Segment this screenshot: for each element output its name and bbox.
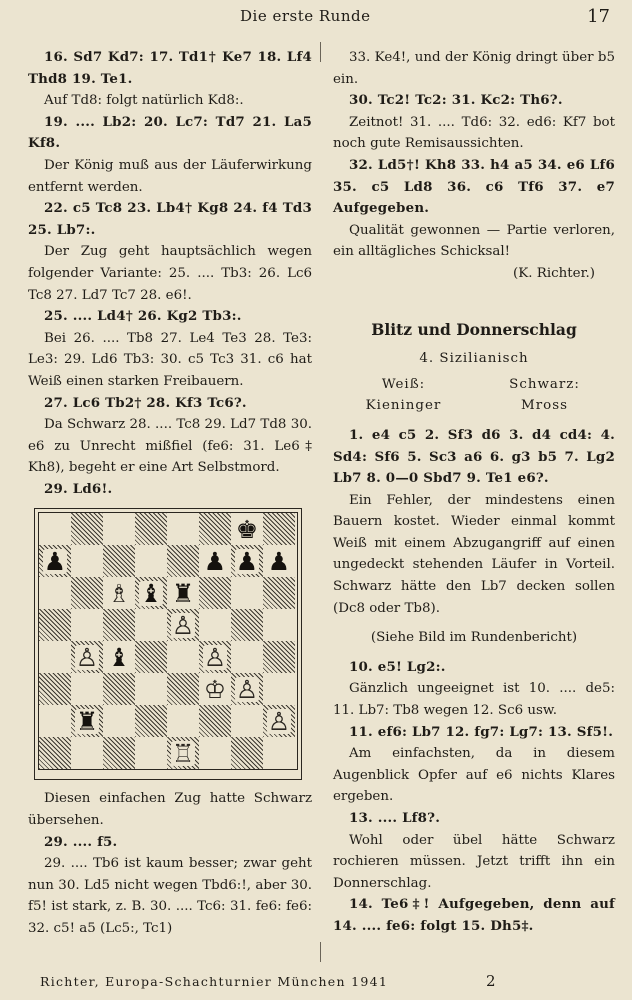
commentary-text: Qualität gewonnen — Partie verloren, ein alltägliches Schicksal! xyxy=(333,222,615,260)
square-h6 xyxy=(263,577,295,609)
opening-name: 4. Sizilianisch xyxy=(419,351,529,367)
square-d6 xyxy=(135,577,167,609)
square-b2 xyxy=(71,705,103,737)
commentary-text: Diesen einfachen Zug hatte Schwarz übersehen. xyxy=(28,791,312,829)
white-label: Weiß: xyxy=(381,376,426,392)
move-text: 16. Sd7 Kd7: 17. Td1† Ke7 18. Lf4 Thd8 19. Te1. xyxy=(28,49,312,87)
square-b3 xyxy=(71,673,103,705)
square-b6 xyxy=(71,577,103,609)
black-pawn-icon: ♟ xyxy=(203,546,227,576)
square-g1 xyxy=(231,737,263,769)
square-a1 xyxy=(39,737,71,769)
square-a4 xyxy=(39,641,71,673)
commentary-text: Der König muß aus der Läuferwirkung entfernt werden. xyxy=(28,157,312,195)
square-f3 xyxy=(199,673,231,705)
square-g4 xyxy=(231,641,263,673)
commentary-text: Der Zug geht hauptsächlich wegen folgender Variante: 25. .... Tb3: 26. Lc6 Tc8 27. Ld7 Tc7 28. e6!. xyxy=(28,244,312,303)
black-pawn-icon: ♟ xyxy=(43,546,67,576)
square-d7 xyxy=(135,545,167,577)
move-text: 19. .... Lb2: 20. Lc7: Td7 21. La5 Kf8. xyxy=(28,113,312,152)
square-f2 xyxy=(199,705,231,737)
footer-signature-mark: 2 xyxy=(486,972,497,990)
square-a6 xyxy=(39,577,71,609)
column-divider-bottom xyxy=(320,942,321,962)
white-king-icon: ♔ xyxy=(203,674,227,704)
black-player: Mross xyxy=(521,398,568,414)
move-text: 14. Te6‡! Aufgegeben, denn auf 14. .... fe6: folgt 15. Dh5‡. xyxy=(333,896,615,934)
square-e3 xyxy=(167,673,199,705)
square-g5 xyxy=(231,609,263,641)
square-g3 xyxy=(231,673,263,705)
move-text: 1. e4 c5 2. Sf3 d6 3. d4 cd4: 4. Sd4: Sf6 5. Sc3 a6 6. g3 b5 7. Lg2 Lb7 8. 0—0 Sbd7 9. Te1 e6?. xyxy=(333,426,615,487)
left-column-top-text xyxy=(28,47,312,500)
square-d1 xyxy=(135,737,167,769)
right-column-bottom-text xyxy=(333,657,615,938)
white-pawn-icon: ♙ xyxy=(75,642,99,672)
square-e1 xyxy=(167,737,199,769)
black-rook-icon: ♜ xyxy=(171,578,195,608)
black-king-icon: ♚ xyxy=(235,514,259,544)
move-text: 32. Ld5†! Kh8 33. h4 a5 34. e6 Lf6 35. c5 Ld8 36. c6 Tf6 37. e7 Aufgegeben. xyxy=(333,156,615,217)
square-h5 xyxy=(263,609,295,641)
square-g6 xyxy=(231,577,263,609)
right-column-top-text xyxy=(333,47,615,263)
column-divider-top xyxy=(320,42,321,62)
move-text: 11. ef6: Lb7 12. fg7: Lg7: 13. Sf5!. xyxy=(349,723,614,740)
square-d3 xyxy=(135,673,167,705)
square-a5 xyxy=(39,609,71,641)
white-player: Kieninger xyxy=(365,398,442,414)
see-picture-note: (Siehe Bild im Rundenbericht) xyxy=(370,630,578,646)
chess-board xyxy=(38,512,298,770)
square-c4 xyxy=(103,641,135,673)
white-pawn-icon: ♙ xyxy=(171,610,195,640)
commentary-text: Auf Td8: folgt natürlich Kd8:. xyxy=(44,93,244,109)
move-text: 29. Ld6!. xyxy=(44,480,113,497)
white-pawn-icon: ♙ xyxy=(203,642,227,672)
square-f4 xyxy=(199,641,231,673)
square-g2 xyxy=(231,705,263,737)
square-d4 xyxy=(135,641,167,673)
left-column-bottom-text xyxy=(28,788,312,939)
square-c1 xyxy=(103,737,135,769)
footer-source: Richter, Europa-Schachturnier München 1941 xyxy=(40,974,389,989)
square-h1 xyxy=(263,737,295,769)
square-e2 xyxy=(167,705,199,737)
white-pawn-icon: ♙ xyxy=(267,706,291,736)
move-text: 22. c5 Tc8 23. Lb4† Kg8 24. f4 Td3 25. Lb7:. xyxy=(28,200,312,238)
commentary-text: Wohl oder übel hätte Schwarz rochieren müssen. Jetzt trifft ihn ein Donnerschlag. xyxy=(333,832,615,891)
commentary-text: Bei 26. .... Tb8 27. Le4 Te3 28. Te3: Le3: 29. Ld6 Tb3: 30. c5 Tc3 31. c6 hat Weiß einen starken Freibauern. xyxy=(28,330,312,389)
square-d8 xyxy=(135,513,167,545)
square-e4 xyxy=(167,641,199,673)
move-text: 25. .... Ld4† 26. Kg2 Tb3:. xyxy=(44,308,242,325)
page-header xyxy=(0,0,632,40)
square-b4 xyxy=(71,641,103,673)
square-b5 xyxy=(71,609,103,641)
square-h4 xyxy=(263,641,295,673)
square-e8 xyxy=(167,513,199,545)
page-number: 17 xyxy=(587,6,610,27)
square-b7 xyxy=(71,545,103,577)
left-column xyxy=(28,47,312,940)
move-text: 29. .... f5. xyxy=(44,833,118,850)
square-f5 xyxy=(199,609,231,641)
square-h7 xyxy=(263,545,295,577)
move-text: 30. Tc2! Tc2: 31. Kc2: Th6?. xyxy=(349,92,563,109)
player-names xyxy=(333,395,615,417)
move-text: 10. e5! Lg2:. xyxy=(349,658,446,675)
player-labels xyxy=(333,374,615,396)
game-title: Blitz und Donnerschlag xyxy=(371,319,577,339)
page-footer xyxy=(0,970,632,996)
square-c8 xyxy=(103,513,135,545)
square-e6 xyxy=(167,577,199,609)
right-column xyxy=(333,47,615,938)
square-c2 xyxy=(103,705,135,737)
commentary-text: Gänzlich ungeeignet ist 10. .... de5: 11. Lb7: Tb8 wegen 12. Sc6 usw. xyxy=(333,681,615,719)
square-g7 xyxy=(231,545,263,577)
chess-diagram xyxy=(34,508,302,780)
right-column-game-text xyxy=(333,425,615,619)
square-a3 xyxy=(39,673,71,705)
commentary-text: Am einfachsten, da in diesem Augenblick Opfer auf e6 nichts Klares ergeben. xyxy=(333,746,615,805)
square-d5 xyxy=(135,609,167,641)
square-e5 xyxy=(167,609,199,641)
square-a2 xyxy=(39,705,71,737)
move-text: 27. Lc6 Tb2† 28. Kf3 Tc6?. xyxy=(44,394,247,411)
square-h3 xyxy=(263,673,295,705)
square-f8 xyxy=(199,513,231,545)
running-title: Die erste Runde xyxy=(240,7,371,25)
author-signature: (K. Richter.) xyxy=(513,265,595,281)
square-d2 xyxy=(135,705,167,737)
white-bishop-icon: ♗ xyxy=(107,578,131,608)
white-rook-icon: ♖ xyxy=(171,738,195,768)
black-pawn-icon: ♟ xyxy=(267,546,291,576)
square-f1 xyxy=(199,737,231,769)
square-a7 xyxy=(39,545,71,577)
square-g8 xyxy=(231,513,263,545)
black-pawn-icon: ♟ xyxy=(235,546,259,576)
commentary-text: Ein Fehler, der mindestens einen Bauern kostet. Wieder einmal kommt Weiß mit einem Abzugangriff auf einen ungedeckt stehenden Läufer in Vorteil. Schwarz hätte den Lb7 decken sollen (Dc8 oder Tb8). xyxy=(333,492,615,616)
commentary-text: Zeitnot! 31. .... Td6: 32. ed6: Kf7 bot noch gute Remisaussichten. xyxy=(333,114,615,152)
square-h8 xyxy=(263,513,295,545)
square-a8 xyxy=(39,513,71,545)
square-c5 xyxy=(103,609,135,641)
square-h2 xyxy=(263,705,295,737)
white-pawn-icon: ♙ xyxy=(235,674,259,704)
square-b1 xyxy=(71,737,103,769)
square-e7 xyxy=(167,545,199,577)
commentary-text: 33. Ke4!, und der König dringt über b5 ein. xyxy=(333,50,615,87)
black-bishop-icon: ♝ xyxy=(107,642,131,672)
square-b8 xyxy=(71,513,103,545)
move-text: 13. .... Lf8?. xyxy=(349,810,441,826)
square-c6 xyxy=(103,577,135,609)
commentary-text: 29. .... Tb6 ist kaum besser; zwar geht nun 30. Ld5 nicht wegen Tbd6:!, aber 30. f5! ist stark, z. B. 30. .... Tc6: 31. fe6: fe6: 32. c5! a5 (Lc5:, Tc1) xyxy=(28,856,312,937)
black-bishop-icon: ♝ xyxy=(139,578,163,608)
square-c7 xyxy=(103,545,135,577)
black-label: Schwarz: xyxy=(509,376,580,392)
black-rook-icon: ♜ xyxy=(75,706,99,736)
square-f6 xyxy=(199,577,231,609)
square-f7 xyxy=(199,545,231,577)
commentary-text: Da Schwarz 28. .... Tc8 29. Ld7 Td8 30. e6 zu Unrecht mißfiel (fe6: 31. Le6‡ Kh8), begeht er eine Art Selbstmord. xyxy=(28,417,312,476)
square-c3 xyxy=(103,673,135,705)
